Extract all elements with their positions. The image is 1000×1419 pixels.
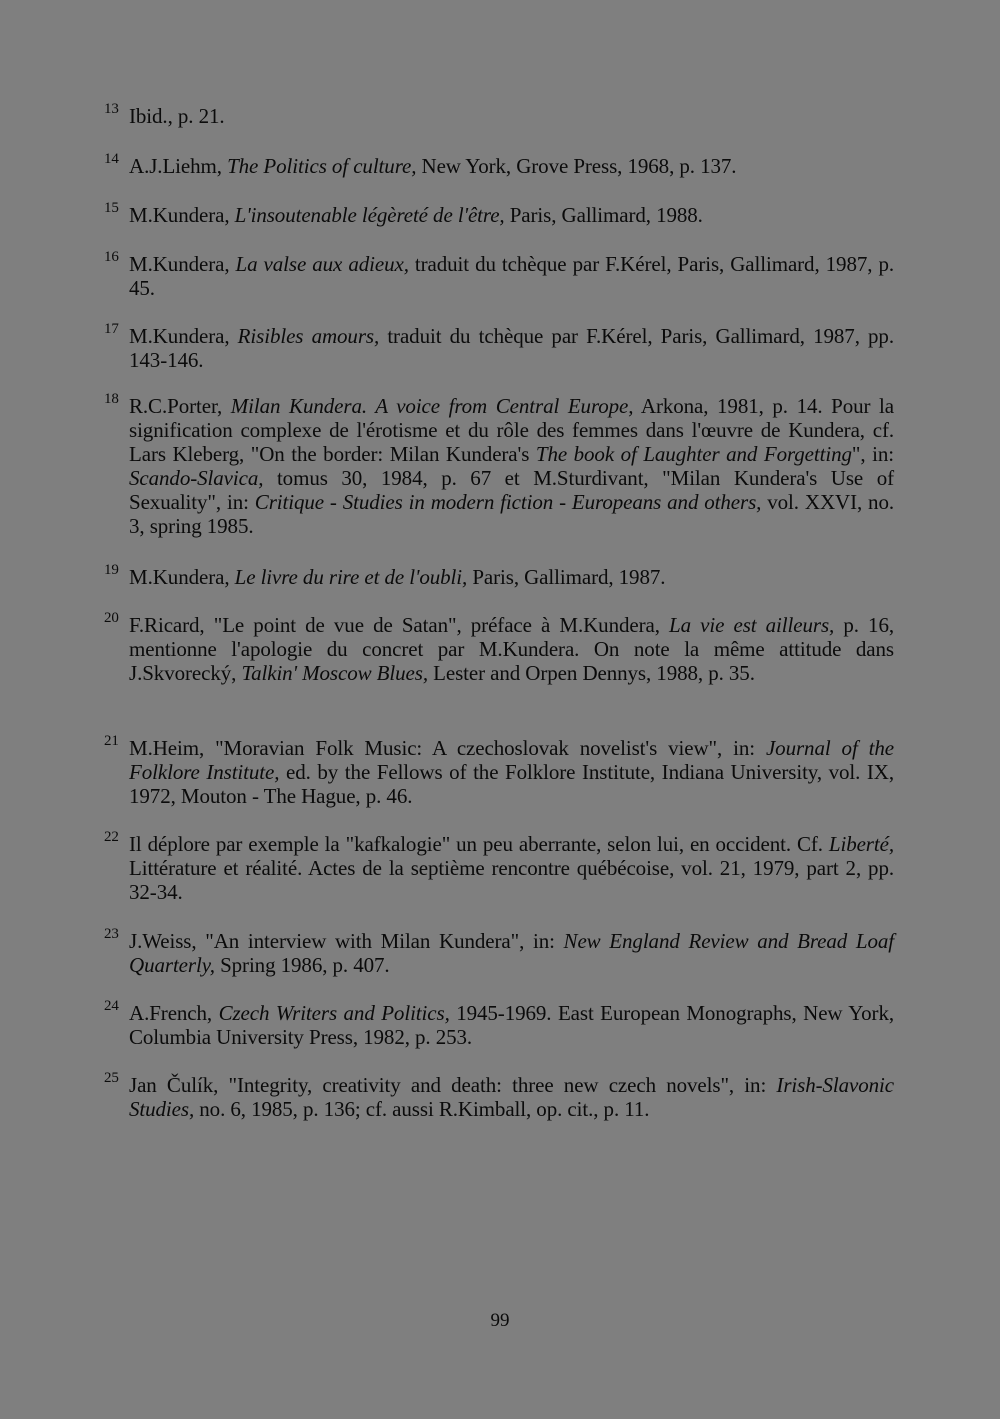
footnote-title-italic: Le livre du rire et de l'oubli, — [234, 565, 468, 589]
footnote-24 — [104, 998, 895, 1049]
footnote-16 — [104, 249, 894, 300]
footnote-text — [104, 394, 894, 538]
footnote-text-run: Lester and Orpen Dennys, 1988, p. 35. — [427, 661, 755, 685]
footnote-text-run: M.Heim, "Moravian Folk Music: A czechoslovak novelist's view", in: — [129, 736, 766, 760]
footnote-text — [104, 324, 894, 372]
footnote-text-run: M.Kundera, — [129, 252, 236, 276]
footnote-number: 18 — [104, 391, 119, 407]
footnote-title-italic: Milan Kundera. A voice from Central Europe, — [230, 394, 634, 418]
footnote-text-run: Spring 1986, p. 407. — [214, 953, 390, 977]
footnote-text-run: Littérature et réalité. Actes de la septième rencontre québécoise, vol. 21, 1979, part 2, pp. 32-34. — [129, 856, 894, 904]
footnote-13 — [104, 101, 894, 128]
footnote-number: 23 — [104, 926, 119, 942]
footnote-number: 17 — [104, 321, 119, 337]
footnote-15 — [104, 200, 894, 227]
footnote-text — [104, 1001, 894, 1049]
footnote-text — [104, 1073, 894, 1121]
footnote-text — [104, 203, 894, 227]
footnote-text-run: ", in: — [851, 442, 894, 466]
footnote-text-run: R.C.Porter, — [129, 394, 231, 418]
footnote-text-run: traduit du tchèque par F.Kérel, Paris, Gallimard, 1987, pp. 143-146. — [129, 324, 894, 372]
footnote-text-run: A.French, — [129, 1001, 219, 1025]
footnote-14 — [104, 151, 894, 178]
footnote-text-run: M.Kundera, — [129, 565, 235, 589]
footnote-text-run: Paris, Gallimard, 1988. — [504, 203, 703, 227]
footnote-title-italic: Liberté, — [828, 832, 894, 856]
footnote-text-run: traduit du tchèque par F.Kérel, Paris, Gallimard, 1987, p. 45. — [129, 252, 894, 300]
footnote-18 — [104, 391, 894, 538]
footnote-text-run: M.Kundera, — [129, 203, 235, 227]
footnote-25 — [104, 1070, 894, 1121]
footnote-number: 16 — [104, 249, 119, 265]
footnote-text-run: M.Kundera, — [129, 324, 238, 348]
footnote-text-run: Paris, Gallimard, 1987. — [467, 565, 666, 589]
footnote-number: 20 — [104, 610, 119, 626]
footnote-23 — [104, 926, 894, 977]
footnote-text-run: New York, Grove Press, 1968, p. 137. — [416, 154, 737, 178]
footnote-title-italic: The Politics of culture, — [227, 154, 417, 178]
footnote-number: 14 — [104, 151, 119, 167]
footnote-title-italic: Talkin' Moscow Blues, — [241, 661, 428, 685]
footnote-17 — [104, 321, 894, 372]
footnote-text-run: Ibid., p. 21. — [129, 104, 225, 128]
footnote-title-italic: Critique - Studies in modern fiction - Europeans and others, — [254, 490, 762, 514]
footnote-number: 13 — [104, 101, 119, 117]
footnote-text-run: Jan Čulík, "Integrity, creativity and death: three new czech novels", in: — [129, 1073, 777, 1097]
footnote-text-run: Il déplore par exemple la "kafkalogie" un peu aberrante, selon lui, en occident. Cf. — [129, 832, 829, 856]
footnote-title-italic: New England Review and Bread Loaf Quarterly, — [129, 929, 894, 977]
footnote-text — [104, 613, 894, 685]
page-number: 99 — [490, 1310, 510, 1331]
footnote-text — [104, 832, 894, 904]
footnote-title-italic: Czech Writers and Politics, — [218, 1001, 450, 1025]
footnote-21 — [104, 733, 894, 808]
footnote-text-run: 1945-1969. East European Monographs, New York, Columbia University Press, 1982, p. 253. — [129, 1001, 895, 1049]
footnote-title-italic: The book of Laughter and Forgetting — [535, 442, 852, 466]
footnote-22 — [104, 829, 894, 904]
footnote-title-italic: La valse aux adieux, — [235, 252, 409, 276]
footnote-text — [104, 104, 894, 128]
footnote-text-run: vol. XXVI, no. 3, spring 1985. — [129, 490, 894, 538]
footnote-text-run: p. 16, mentionne l'apologie du concret par M.Kundera. On note la même attitude dans J.Skvorecký, — [129, 613, 894, 685]
footnote-title-italic: Scando-Slavica, — [129, 466, 264, 490]
footnote-text-run: ed. by the Fellows of the Folklore Institute, Indiana University, vol. IX, 1972, Mouton - The Hague, p. 46. — [129, 760, 894, 808]
footnote-title-italic: La vie est ailleurs, — [669, 613, 835, 637]
footnote-19 — [104, 562, 894, 589]
footnote-text-run: Arkona, 1981, p. 14. Pour la signification complexe de l'érotisme et du rôle des femmes dans l'œuvre de Kundera, cf. Lars Kleberg, "On the border: Milan Kundera's — [129, 394, 894, 466]
footnote-text-run: F.Ricard, "Le point de vue de Satan", préface à M.Kundera, — [129, 613, 670, 637]
footnote-text — [104, 154, 894, 178]
footnote-number: 24 — [104, 998, 119, 1014]
footnote-20 — [104, 610, 894, 685]
footnote-number: 22 — [104, 829, 119, 845]
footnote-text — [104, 252, 894, 300]
footnote-title-italic: Journal of the Folklore Institute, — [129, 736, 894, 784]
footnote-title-italic: Risibles amours, — [237, 324, 380, 348]
footnote-text-run: tomus 30, 1984, p. 67 et M.Sturdivant, "Milan Kundera's Use of Sexuality", in: — [129, 466, 894, 514]
footnote-text — [104, 736, 894, 808]
footnote-text — [104, 565, 894, 589]
footnote-text-run: J.Weiss, "An interview with Milan Kundera", in: — [129, 929, 564, 953]
footnote-number: 25 — [104, 1070, 119, 1086]
footnote-number: 15 — [104, 200, 119, 216]
footnote-title-italic: Irish-Slavonic Studies, — [129, 1073, 894, 1121]
footnote-title-italic: L'insoutenable légèreté de l'être, — [234, 203, 505, 227]
footnote-number: 21 — [104, 733, 119, 749]
footnote-number: 19 — [104, 562, 119, 578]
footnote-text — [104, 929, 894, 977]
footnote-text-run: no. 6, 1985, p. 136; cf. aussi R.Kimball, op. cit., p. 11. — [194, 1097, 650, 1121]
footnote-text-run: A.J.Liehm, — [129, 154, 228, 178]
